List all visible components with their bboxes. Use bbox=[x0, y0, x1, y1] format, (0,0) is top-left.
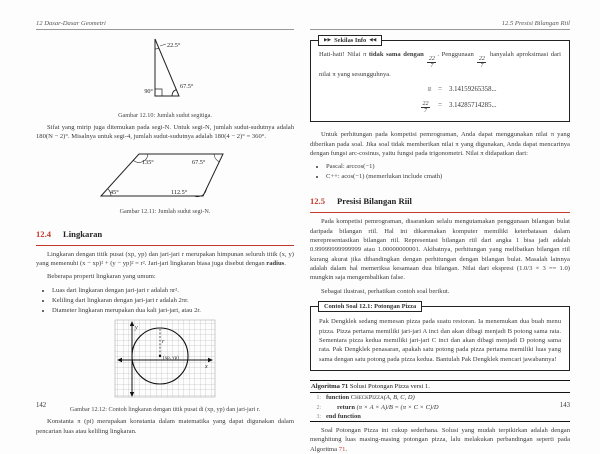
paragraph-solusi-text: Soal Potongan Pizza ini cukup sederhana. Solusi yang mudah terpikirkan adalah dengan menghitung luas masing-masing potongan pizza, lalu melakukan perbandingan seperti pada Algoritma bbox=[310, 427, 570, 453]
section-heading-lingkaran bbox=[36, 224, 294, 246]
section-number: 12.5 bbox=[310, 196, 326, 207]
page-number-right: 143 bbox=[559, 402, 570, 409]
section-number: 12.4 bbox=[36, 228, 52, 239]
figure-circle bbox=[36, 318, 294, 405]
keyword: function bbox=[326, 394, 351, 402]
properties-intro: Beberapa properti lingkaran yang umum: bbox=[47, 273, 156, 281]
fraction-numerator: 22 bbox=[478, 56, 485, 62]
tr-angle-arc bbox=[214, 154, 220, 162]
equation-rhs: 3.14159265358... bbox=[449, 85, 497, 93]
fraction-22-7 bbox=[477, 56, 486, 70]
circle-diagram bbox=[112, 318, 218, 400]
right-angle-marker bbox=[155, 89, 162, 96]
back-arrows-icon: ◀◀ bbox=[369, 38, 377, 43]
info-text-post: hanyalah aproksimasi dari nilai π yang sesungguhnya. bbox=[319, 51, 561, 78]
caption-figure-circle: Gambar 12.12: Contoh lingkaran dengan titik pusat di (xp, yp) dan jari-jari r. bbox=[69, 406, 261, 414]
fraction-22-7 bbox=[427, 56, 436, 70]
figure-quadrilateral bbox=[36, 146, 294, 207]
angle-bl-label: 45° bbox=[110, 188, 119, 196]
fraction-denominator: 7 bbox=[480, 63, 484, 70]
algorithm-71-link[interactable]: 71 bbox=[338, 445, 346, 453]
equation-rhs: 3.14285714285... bbox=[449, 101, 497, 109]
algorithm-label: Algoritma 71 bbox=[311, 382, 349, 390]
equation-lhs: π bbox=[427, 85, 431, 93]
contoh-soal-body: Pak Dengklek sedang memesan pizza pada suatu restoran. Ia menemukan dua buah menu pizza. Pizza pertama memiliki jari-jari A inci dan akan dibagi menjadi B potong sama rata. Sementara pizza kedua memiliki jari-jari C inci dan akan dibagi menjadi D potong sama rata. Pak Dengklek penasaran, apakah satu potong pada pizza pertama memiliki luas yang sama dengan satu potong pada pizza kedua. Bantulah Pak Dengklek mencari jawabannya! bbox=[319, 318, 561, 363]
center-point bbox=[159, 355, 161, 357]
quadrilateral-diagram bbox=[95, 146, 235, 202]
list-item: • Pascal: arccos(−1) bbox=[326, 162, 570, 172]
paragraph-lingkaran bbox=[36, 250, 294, 269]
x-axis-label: x bbox=[205, 364, 208, 371]
center-label: (xp, yp) bbox=[163, 356, 179, 362]
running-header-left: 12 Dasar-Dasar Geometri bbox=[36, 20, 294, 30]
line-number: 3: bbox=[316, 413, 321, 420]
angle-right-label: 90° bbox=[144, 88, 153, 95]
running-header-right: 12.5 Presisi Bilangan Riil bbox=[310, 20, 570, 30]
list-item: • Keliling dari lingkaran dengan jari-jari r adalah 2πr. bbox=[52, 296, 294, 306]
sekilas-info-box bbox=[310, 37, 570, 122]
equals-sign: = bbox=[438, 85, 442, 93]
angle-apex-label: 22.5° bbox=[167, 42, 181, 49]
equation-pi bbox=[319, 86, 561, 93]
angle-tl-label: 135° bbox=[142, 158, 154, 166]
fraction-denominator: 7 bbox=[424, 108, 427, 115]
info-text-mid: . Penggunaan bbox=[437, 51, 477, 58]
line-number: 1: bbox=[316, 395, 321, 402]
algorithm-caption bbox=[310, 381, 570, 393]
circle-properties-list bbox=[52, 286, 294, 316]
angle-br-label: 112.5° bbox=[171, 188, 188, 196]
paragraph-segi-n: Sifat yang mirip juga ditemukan pada segi-N. Untuk segi-N, jumlah sudut-sudutnya adalah 180(N − 2)°. Misalnya untuk segi-4, jumlah sudut-sudutnya adalah 180(4 − 2)° = 360°. bbox=[36, 124, 294, 141]
algorithm-block bbox=[310, 380, 570, 422]
section-title: Lingkaran bbox=[63, 228, 103, 239]
caption-figure-triangle: Gambar 12.10: Jumlah sudut segitiga. bbox=[118, 112, 212, 119]
code-text: (π × A × A)/B = (π × C × C)/D bbox=[356, 403, 439, 411]
figure-triangle bbox=[36, 34, 294, 111]
section-heading-presisi bbox=[310, 191, 570, 213]
page-left bbox=[0, 0, 300, 435]
paragraph-lingkaran-period: . bbox=[284, 260, 286, 268]
function-name: CheckPizza bbox=[350, 394, 384, 402]
sekilas-info-title bbox=[318, 35, 382, 46]
contoh-soal-box bbox=[310, 303, 570, 371]
paragraph-presisi: Pada kompetisi pemrograman, disarankan selalu mengutamakan penggunaan bilangan bulat daripada bilangan riil. Hal ini dikarenakan komputer memiliki keterbatasan dalam merepresentasikan bilangan riil. Representasi bilangan riil dari angka 1 bisa jadi adalah 0.99999999999999 atau 1.00000000001. Akibatnya, perhitungan yang melibatkan bilangan riil kurang akurat jika dibandingkan dengan perhitungan dengan bilangan bulat. Masalah lainnya adalah dalam hal memeriksa kesamaan dua bilangan. Nilai dari ekspresi (1.0/3 × 3 == 1.0) mungkin saja mengembalikan false. bbox=[310, 218, 570, 282]
line-number: 2: bbox=[316, 404, 321, 411]
label-leader-line bbox=[160, 44, 166, 46]
triangle-diagram bbox=[115, 34, 215, 106]
paragraph-pi-usage: Untuk perhitungan pada kompetisi pemrograman, Anda dapat menggunakan nilai π yang diberikan pada soal. Jika soal tidak memberikan nilai π yang digunakan, Anda dapat mencarinya dengan fungsi arc-cosinus, yaitu fungsi pada trigonometri. Nilai π didapatkan dari: bbox=[310, 131, 570, 158]
info-text-pre: Hati-hati! Nilai π bbox=[319, 51, 369, 58]
radius-label: r bbox=[162, 339, 165, 346]
sekilas-info-body bbox=[319, 50, 561, 80]
list-item: • Luas dari lingkaran dengan jari-jari r adalah πr². bbox=[52, 286, 294, 296]
info-text-bold: tidak sama dengan bbox=[368, 51, 424, 58]
forward-arrows-icon: ▶▶ bbox=[324, 38, 332, 43]
paragraph-lingkaran-text: Lingkaran dengan titik pusat (xp, yp) dan jari-jari r merupakan himpunan seluruh titik (x, y) yang memenuhi (x − xp)² + (y − yp)² = r². Jari-jari lingkaran biasa juga disebut dengan bbox=[36, 250, 294, 268]
algorithm-line bbox=[310, 412, 570, 421]
fraction-denominator: 7 bbox=[430, 63, 434, 70]
list-item: • C++: acos(−1) (memerlukan include cmath) bbox=[326, 172, 570, 182]
list-item: • Diameter lingkaran merupakan dua kali jari-jari, atau 2r. bbox=[52, 306, 294, 316]
fraction-numerator: 22 bbox=[422, 100, 429, 107]
contoh-soal-title: Contoh Soal 12.1: Potongan Pizza bbox=[318, 301, 422, 312]
keyword: end function bbox=[326, 412, 361, 420]
pi-equations bbox=[319, 86, 561, 115]
apex-angle-arc bbox=[155, 48, 159, 49]
sekilas-info-title-text: Sekilas Info bbox=[334, 37, 367, 44]
equals-sign: = bbox=[438, 101, 442, 109]
angle-tr-label: 67.5° bbox=[192, 158, 206, 166]
caption-figure-quadrilateral: Gambar 12.11: Jumlah sudut segi-N. bbox=[119, 207, 211, 215]
algorithm-line bbox=[310, 402, 570, 411]
fraction-22-7 bbox=[421, 101, 430, 115]
base-angle-arc bbox=[172, 90, 176, 96]
equation-22-7 bbox=[319, 96, 561, 115]
paragraph-solusi bbox=[310, 426, 570, 454]
code-text: (A, B, C, D) bbox=[383, 394, 415, 402]
section-title: Presisi Bilangan Riil bbox=[337, 196, 412, 207]
keyword: return bbox=[337, 403, 357, 411]
page-number-left: 142 bbox=[36, 402, 47, 409]
angle-base-label: 67.5° bbox=[180, 83, 194, 90]
pi-functions-list bbox=[326, 162, 570, 182]
paragraph-pi: Konstanta π (pi) merupakan konstanta dalam matematika yang dapat digunakan dalam pencarian luas atau keliling lingkaran. bbox=[36, 418, 294, 435]
algorithm-title: Solusi Potongan Pizza versi 1. bbox=[348, 382, 430, 390]
radius-term: radius bbox=[266, 260, 285, 268]
algorithm-line bbox=[310, 393, 570, 402]
fraction-numerator: 22 bbox=[428, 56, 435, 62]
paragraph-solusi-period: . bbox=[345, 445, 348, 453]
paragraph-ilustrasi: Sebagai ilustrasi, perhatikan contoh soal berikut. bbox=[321, 287, 450, 295]
y-axis-label: y bbox=[135, 325, 138, 332]
page-right bbox=[300, 0, 600, 453]
equation-lhs bbox=[319, 96, 435, 115]
